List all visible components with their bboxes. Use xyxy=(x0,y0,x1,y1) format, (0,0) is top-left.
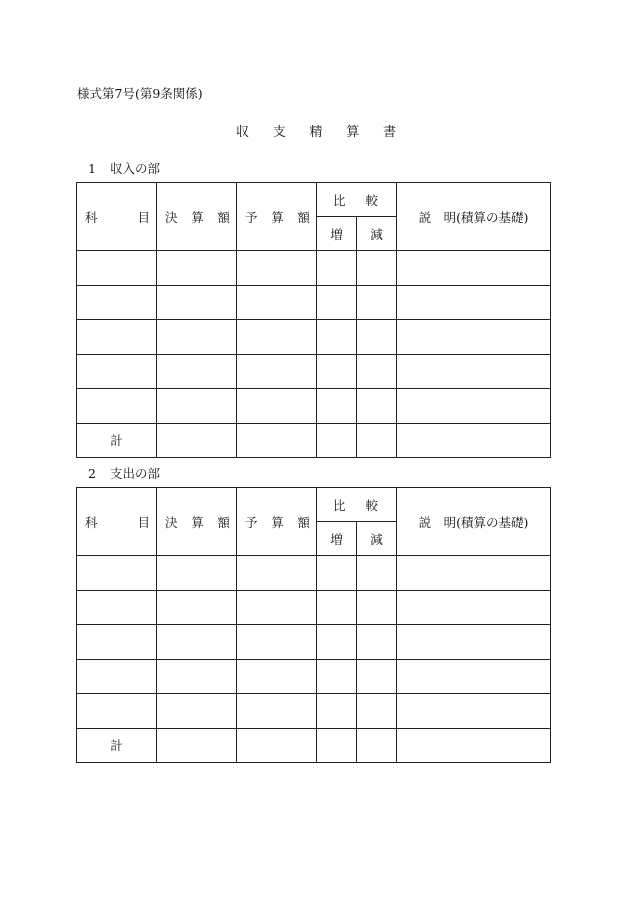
cell[interactable] xyxy=(77,625,157,660)
cell[interactable] xyxy=(397,659,551,694)
cell[interactable] xyxy=(77,320,157,355)
cell[interactable] xyxy=(357,389,397,424)
cell[interactable] xyxy=(397,285,551,320)
cell[interactable] xyxy=(237,285,317,320)
cell[interactable] xyxy=(317,694,357,729)
cell[interactable] xyxy=(397,354,551,389)
cell[interactable] xyxy=(77,659,157,694)
cell[interactable] xyxy=(237,354,317,389)
header-decrease: 減 xyxy=(357,522,397,556)
total-label: 計 xyxy=(77,423,157,458)
cell[interactable] xyxy=(357,556,397,591)
cell[interactable] xyxy=(317,320,357,355)
table-row xyxy=(77,251,551,286)
cell[interactable] xyxy=(317,423,357,458)
cell[interactable] xyxy=(357,354,397,389)
title-char: 算 xyxy=(346,125,360,140)
header-subject: 科 目 xyxy=(77,183,157,251)
table-row xyxy=(77,694,551,729)
cell[interactable] xyxy=(77,354,157,389)
cell[interactable] xyxy=(77,694,157,729)
header-explanation: 説 明(積算の基礎) xyxy=(397,488,551,556)
cell[interactable] xyxy=(157,590,237,625)
table-row xyxy=(77,659,551,694)
header-subject: 科 目 xyxy=(77,488,157,556)
cell[interactable] xyxy=(237,423,317,458)
cell[interactable] xyxy=(357,625,397,660)
cell[interactable] xyxy=(357,251,397,286)
header-increase: 増 xyxy=(317,217,357,251)
header-comparison: 比 較 xyxy=(317,488,397,522)
header-settled-amount: 決 算 額 xyxy=(157,183,237,251)
cell[interactable] xyxy=(157,423,237,458)
cell[interactable] xyxy=(357,694,397,729)
income-table xyxy=(76,182,551,458)
cell[interactable] xyxy=(317,354,357,389)
cell[interactable] xyxy=(317,625,357,660)
cell[interactable] xyxy=(237,389,317,424)
total-row xyxy=(77,423,551,458)
cell[interactable] xyxy=(237,625,317,660)
cell[interactable] xyxy=(157,389,237,424)
cell[interactable] xyxy=(357,728,397,763)
cell[interactable] xyxy=(77,285,157,320)
header-budget-amount: 予 算 額 xyxy=(237,183,317,251)
document-title xyxy=(236,121,396,140)
table-row xyxy=(77,285,551,320)
cell[interactable] xyxy=(237,694,317,729)
section-title: 収入の部 xyxy=(109,161,160,176)
header-increase: 増 xyxy=(317,522,357,556)
table-row xyxy=(77,556,551,591)
cell[interactable] xyxy=(357,590,397,625)
cell[interactable] xyxy=(157,659,237,694)
cell[interactable] xyxy=(77,556,157,591)
expenditure-table xyxy=(76,487,551,763)
total-row xyxy=(77,728,551,763)
cell[interactable] xyxy=(77,590,157,625)
header-settled-amount: 決 算 額 xyxy=(157,488,237,556)
header-explanation: 説 明(積算の基礎) xyxy=(397,183,551,251)
cell[interactable] xyxy=(357,659,397,694)
cell[interactable] xyxy=(237,590,317,625)
cell[interactable] xyxy=(237,728,317,763)
header-budget-amount: 予 算 額 xyxy=(237,488,317,556)
cell[interactable] xyxy=(357,285,397,320)
cell[interactable] xyxy=(157,556,237,591)
section-title: 支出の部 xyxy=(109,466,160,481)
cell[interactable] xyxy=(397,694,551,729)
cell[interactable] xyxy=(317,590,357,625)
cell[interactable] xyxy=(317,285,357,320)
section-heading-income xyxy=(88,159,160,177)
section-heading-expenditure xyxy=(88,464,160,482)
cell[interactable] xyxy=(77,389,157,424)
total-label: 計 xyxy=(77,728,157,763)
cell[interactable] xyxy=(237,659,317,694)
cell[interactable] xyxy=(317,556,357,591)
title-char: 収 xyxy=(236,125,250,140)
cell[interactable] xyxy=(317,389,357,424)
section-number: 1 xyxy=(88,161,96,176)
title-char: 精 xyxy=(309,125,323,140)
cell[interactable] xyxy=(237,251,317,286)
cell[interactable] xyxy=(397,590,551,625)
header-comparison: 比 較 xyxy=(317,183,397,217)
cell[interactable] xyxy=(397,320,551,355)
title-char: 書 xyxy=(382,125,396,140)
table-row xyxy=(77,320,551,355)
cell[interactable] xyxy=(157,354,237,389)
cell[interactable] xyxy=(397,423,551,458)
table-row xyxy=(77,354,551,389)
cell[interactable] xyxy=(157,320,237,355)
cell[interactable] xyxy=(237,320,317,355)
cell[interactable] xyxy=(357,320,397,355)
table-row xyxy=(77,389,551,424)
section-number: 2 xyxy=(88,466,96,481)
cell[interactable] xyxy=(317,659,357,694)
cell[interactable] xyxy=(157,625,237,660)
title-char: 支 xyxy=(272,125,286,140)
cell[interactable] xyxy=(157,285,237,320)
cell[interactable] xyxy=(157,728,237,763)
cell[interactable] xyxy=(77,251,157,286)
cell[interactable] xyxy=(397,625,551,660)
form-number-label: 様式第7号(第9条関係) xyxy=(77,86,203,101)
cell[interactable] xyxy=(397,389,551,424)
table-row xyxy=(77,625,551,660)
cell[interactable] xyxy=(397,728,551,763)
cell[interactable] xyxy=(357,423,397,458)
cell[interactable] xyxy=(397,251,551,286)
cell[interactable] xyxy=(237,556,317,591)
cell[interactable] xyxy=(317,251,357,286)
cell[interactable] xyxy=(317,728,357,763)
cell[interactable] xyxy=(157,251,237,286)
header-decrease: 減 xyxy=(357,217,397,251)
cell[interactable] xyxy=(157,694,237,729)
cell[interactable] xyxy=(397,556,551,591)
table-row xyxy=(77,590,551,625)
